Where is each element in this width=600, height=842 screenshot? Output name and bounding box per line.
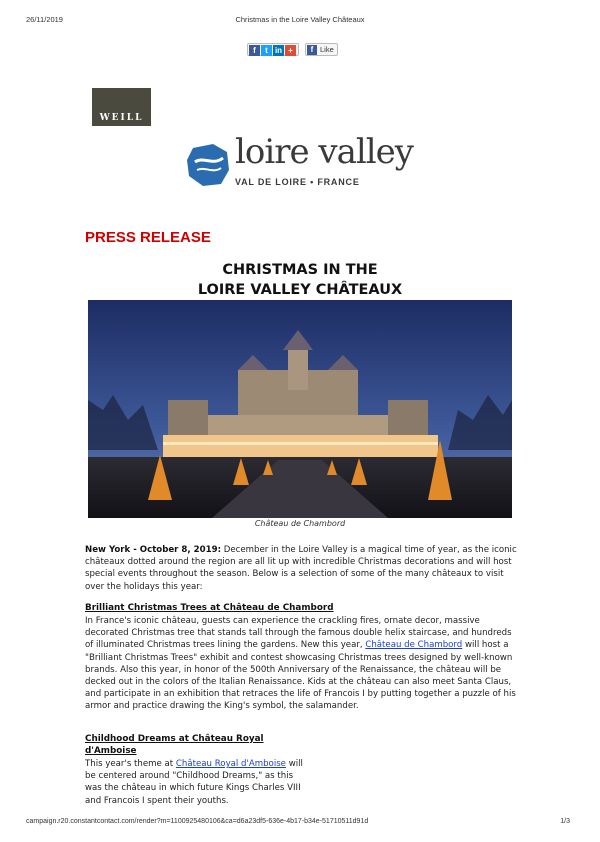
google-plus-icon[interactable]: + (285, 45, 296, 56)
chambord-paragraph (85, 615, 517, 713)
section-heading-amboise-2: d'Amboise (85, 746, 137, 756)
section-heading-chambord: Brilliant Christmas Trees at Château de Chambord (85, 603, 334, 613)
amboise-text-a: This year's theme at (85, 759, 176, 769)
facebook-icon[interactable]: f (249, 45, 260, 56)
page-number: 1/3 (560, 818, 570, 825)
like-label: Like (320, 45, 334, 54)
photo-caption: Château de Chambord (254, 519, 346, 528)
intro-text: December in the Loire Valley is a magical time of year, as the iconic châteaux dotted around the region are all lit up with incredible Christmas decorations and will host special events throughout the season. Below is a selection of some of the many châteaux to visit over the holidays this year: (85, 545, 517, 592)
loire-valley-wordmark: loire valley (235, 132, 413, 172)
section-heading-amboise-1: Childhood Dreams at Château Royal (85, 734, 264, 744)
chambord-text-a: In France's iconic château, guests can experience the crackling fires, ornate decor, massive decorated Christmas tree that stands tall through the famous double helix staircase, and hundreds of illuminated Christmas trees lining the gardens. New this year, (85, 616, 512, 651)
share-buttons (247, 43, 299, 56)
linkedin-icon[interactable]: in (274, 46, 283, 55)
intro-paragraph (85, 544, 517, 593)
twitter-icon[interactable]: t (261, 45, 272, 56)
amboise-link[interactable]: Château Royal d'Amboise (175, 759, 286, 769)
print-date: 26/11/2019 (26, 15, 63, 24)
press-release-label: PRESS RELEASE (85, 229, 211, 246)
loire-valley-subtitle: VAL DE LOIRE • FRANCE (235, 177, 360, 187)
amboise-text-b: will be centered around "Childhood Dreams," as this was the château in which future Kings Charles VIII and Francois I spent their youths. (85, 759, 303, 806)
facebook-like-button[interactable] (305, 43, 338, 56)
chateau-photo (88, 300, 512, 518)
chambord-text-b: will host a "Brilliant Christmas Trees" exhibit and contest showcasing Christmas trees designed by well-known brands. Also this year, in honor of the 500th Anniversary of the Renaissance, the château will be decked out in the colors of the Italian Renaissance. Kids at the château can also meet Santa Claus, and participate in an exhibition that retraces the life of Francois I by putting together a puzzle of his armor and practice drawing the King's symbol, the salamander. (85, 640, 516, 712)
weill-logo-text: WEILL (99, 113, 144, 123)
print-title: Christmas in the Loire Valley Châteaux (235, 15, 365, 24)
france-map-icon (183, 140, 233, 190)
headline-line-1: CHRISTMAS IN THE (222, 262, 378, 278)
social-share-bar (247, 43, 338, 58)
dateline: New York - October 8, 2019: (85, 545, 222, 555)
print-url: campaign.r20.constantcontact.com/render?m=1100925480106&ca=d6a23df5-636e-4b17-b34e-51710511d91d (26, 818, 369, 825)
amboise-paragraph (85, 758, 305, 807)
facebook-icon: f (307, 45, 317, 55)
headline-line-2: LOIRE VALLEY CHÂTEAUX (197, 282, 403, 298)
loire-valley-logo (183, 132, 413, 196)
chateau-de-chambord-image (88, 300, 512, 518)
chambord-link[interactable]: Château de Chambord (365, 640, 463, 651)
weill-logo (92, 88, 151, 126)
